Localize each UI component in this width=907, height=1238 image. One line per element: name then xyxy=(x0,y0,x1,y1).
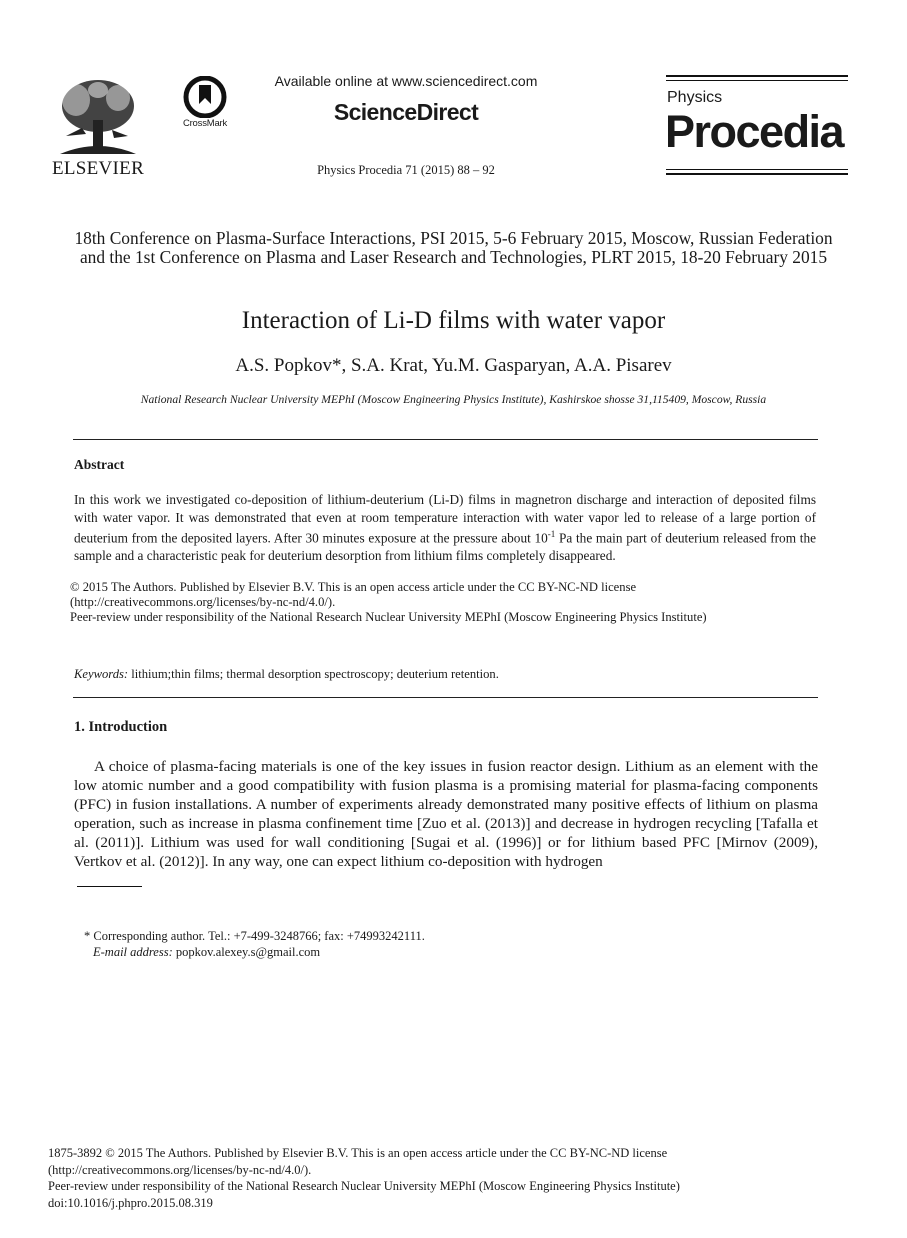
footer-license-link[interactable]: (http://creativecommons.org/licenses/by-nc-nd/4.0/). xyxy=(48,1162,312,1177)
abstract-heading: Abstract xyxy=(74,457,125,472)
journal-logo-rule xyxy=(666,80,848,81)
email-label: E-mail address: xyxy=(93,945,173,959)
available-online[interactable]: Available online at www.sciencedirect.com xyxy=(274,73,538,89)
keywords-label: Keywords: xyxy=(74,667,129,681)
crossmark-label: CrossMark xyxy=(182,118,228,129)
paper-title: Interaction of Li-D films with water vapor xyxy=(241,307,666,334)
footer-copyright: 1875-3892 © 2015 The Authors. Published by Elsevier B.V. This is an open access article under the CC BY-NC-ND license xyxy=(48,1146,668,1160)
crossmark-icon xyxy=(182,76,228,118)
email-note xyxy=(93,945,320,960)
conference-name: 18th Conference on Plasma-Surface Interactions, PSI 2015, 5-6 February 2015, Moscow, Russian Federation and the 1st Conference on Plasma and Laser Research and Technologies, PLRT 2015, 18-20 February 2015 xyxy=(74,228,833,267)
section-heading: 1. Introduction xyxy=(74,719,168,735)
publisher-name: ELSEVIER xyxy=(51,158,145,179)
journal-logo xyxy=(666,75,848,177)
license-block xyxy=(70,580,830,625)
footer-peer-review: Peer-review under responsibility of the National Research Nuclear University MEPhI (Moscow Engineering Physics Institute) xyxy=(48,1179,680,1193)
abstract-text-part: In this work we investigated co-deposition of lithium-deuterium (Li-D) films in magnetron discharge and interaction of deposited films with water vapor. It was demonstrated that even at room temperature interaction with water vapor led to release of a large portion of deuterium from the deposited layers. After 30 minutes exposure at the pressure about 10 xyxy=(74,492,816,546)
affiliation: National Research Nuclear University MEPhI (Moscow Engineering Physics Institute), Kashirskoe shosse 31,115409, Moscow, Russia xyxy=(140,393,767,406)
elsevier-tree-icon xyxy=(52,76,144,158)
license-link[interactable]: (http://creativecommons.org/licenses/by-nc-nd/4.0/). xyxy=(70,595,336,609)
journal-logo-physics: Physics xyxy=(667,89,723,106)
keywords xyxy=(74,667,499,682)
author-list: A.S. Popkov*, S.A. Krat, Yu.M. Gasparyan, A.A. Pisarev xyxy=(235,355,672,376)
pressure-exponent: -1 xyxy=(547,529,556,540)
platform-name: ScienceDirect xyxy=(333,99,479,125)
crossmark-badge[interactable] xyxy=(176,76,234,132)
footnote-divider xyxy=(77,886,142,887)
corresponding-author-note: * Corresponding author. Tel.: +7-499-3248766; fax: +74993242111. xyxy=(84,929,425,943)
email-address[interactable]: popkov.alexey.s@gmail.com xyxy=(172,945,321,959)
divider xyxy=(73,439,818,440)
journal-citation: Physics Procedia 71 (2015) 88 – 92 xyxy=(317,163,495,177)
divider xyxy=(73,697,818,698)
keywords-text: lithium;thin films; thermal desorption spectroscopy; deuterium retention. xyxy=(128,667,499,681)
abstract-text xyxy=(74,491,816,565)
page-footer xyxy=(48,1145,868,1211)
peer-review-line: Peer-review under responsibility of the National Research Nuclear University MEPhI (Moscow Engineering Physics Institute) xyxy=(70,610,707,624)
journal-logo-rule xyxy=(666,173,848,175)
journal-logo-rule xyxy=(666,75,848,77)
journal-logo-procedia: Procedia xyxy=(665,106,844,157)
copyright-line: © 2015 The Authors. Published by Elsevier B.V. This is an open access article under the CC BY-NC-ND license xyxy=(70,580,637,594)
introduction-text: A choice of plasma-facing materials is one of the key issues in fusion reactor design. Lithium as an element with the low atomic number and a good compatibility with fusion plasma is a promising material for plasma-facing components (PFC) in fusion installations. A number of experiments already demonstrated many positive effects of lithium on plasma operation, such as increase in plasma confinement time [Zuo et al. (2013)] and decrease in hydrogen recycling [Tafalla et al. (2011)]. Lithium was used for wall conditioning [Sugai et al. (1996)] or for lithium based PFC [Mirnov (2009), Vertkov et al. (2012)]. In any way, one can expect lithium co-deposition with hydrogen xyxy=(74,758,818,870)
abstract-text-part: Pa the main part of deuterium released from the sample and a characteristic peak for deuterium desorption from lithium films completely disappeared. xyxy=(74,530,816,564)
journal-logo-rule xyxy=(666,169,848,170)
elsevier-logo xyxy=(50,76,146,180)
footer-doi[interactable]: doi:10.1016/j.phpro.2015.08.319 xyxy=(48,1195,213,1210)
